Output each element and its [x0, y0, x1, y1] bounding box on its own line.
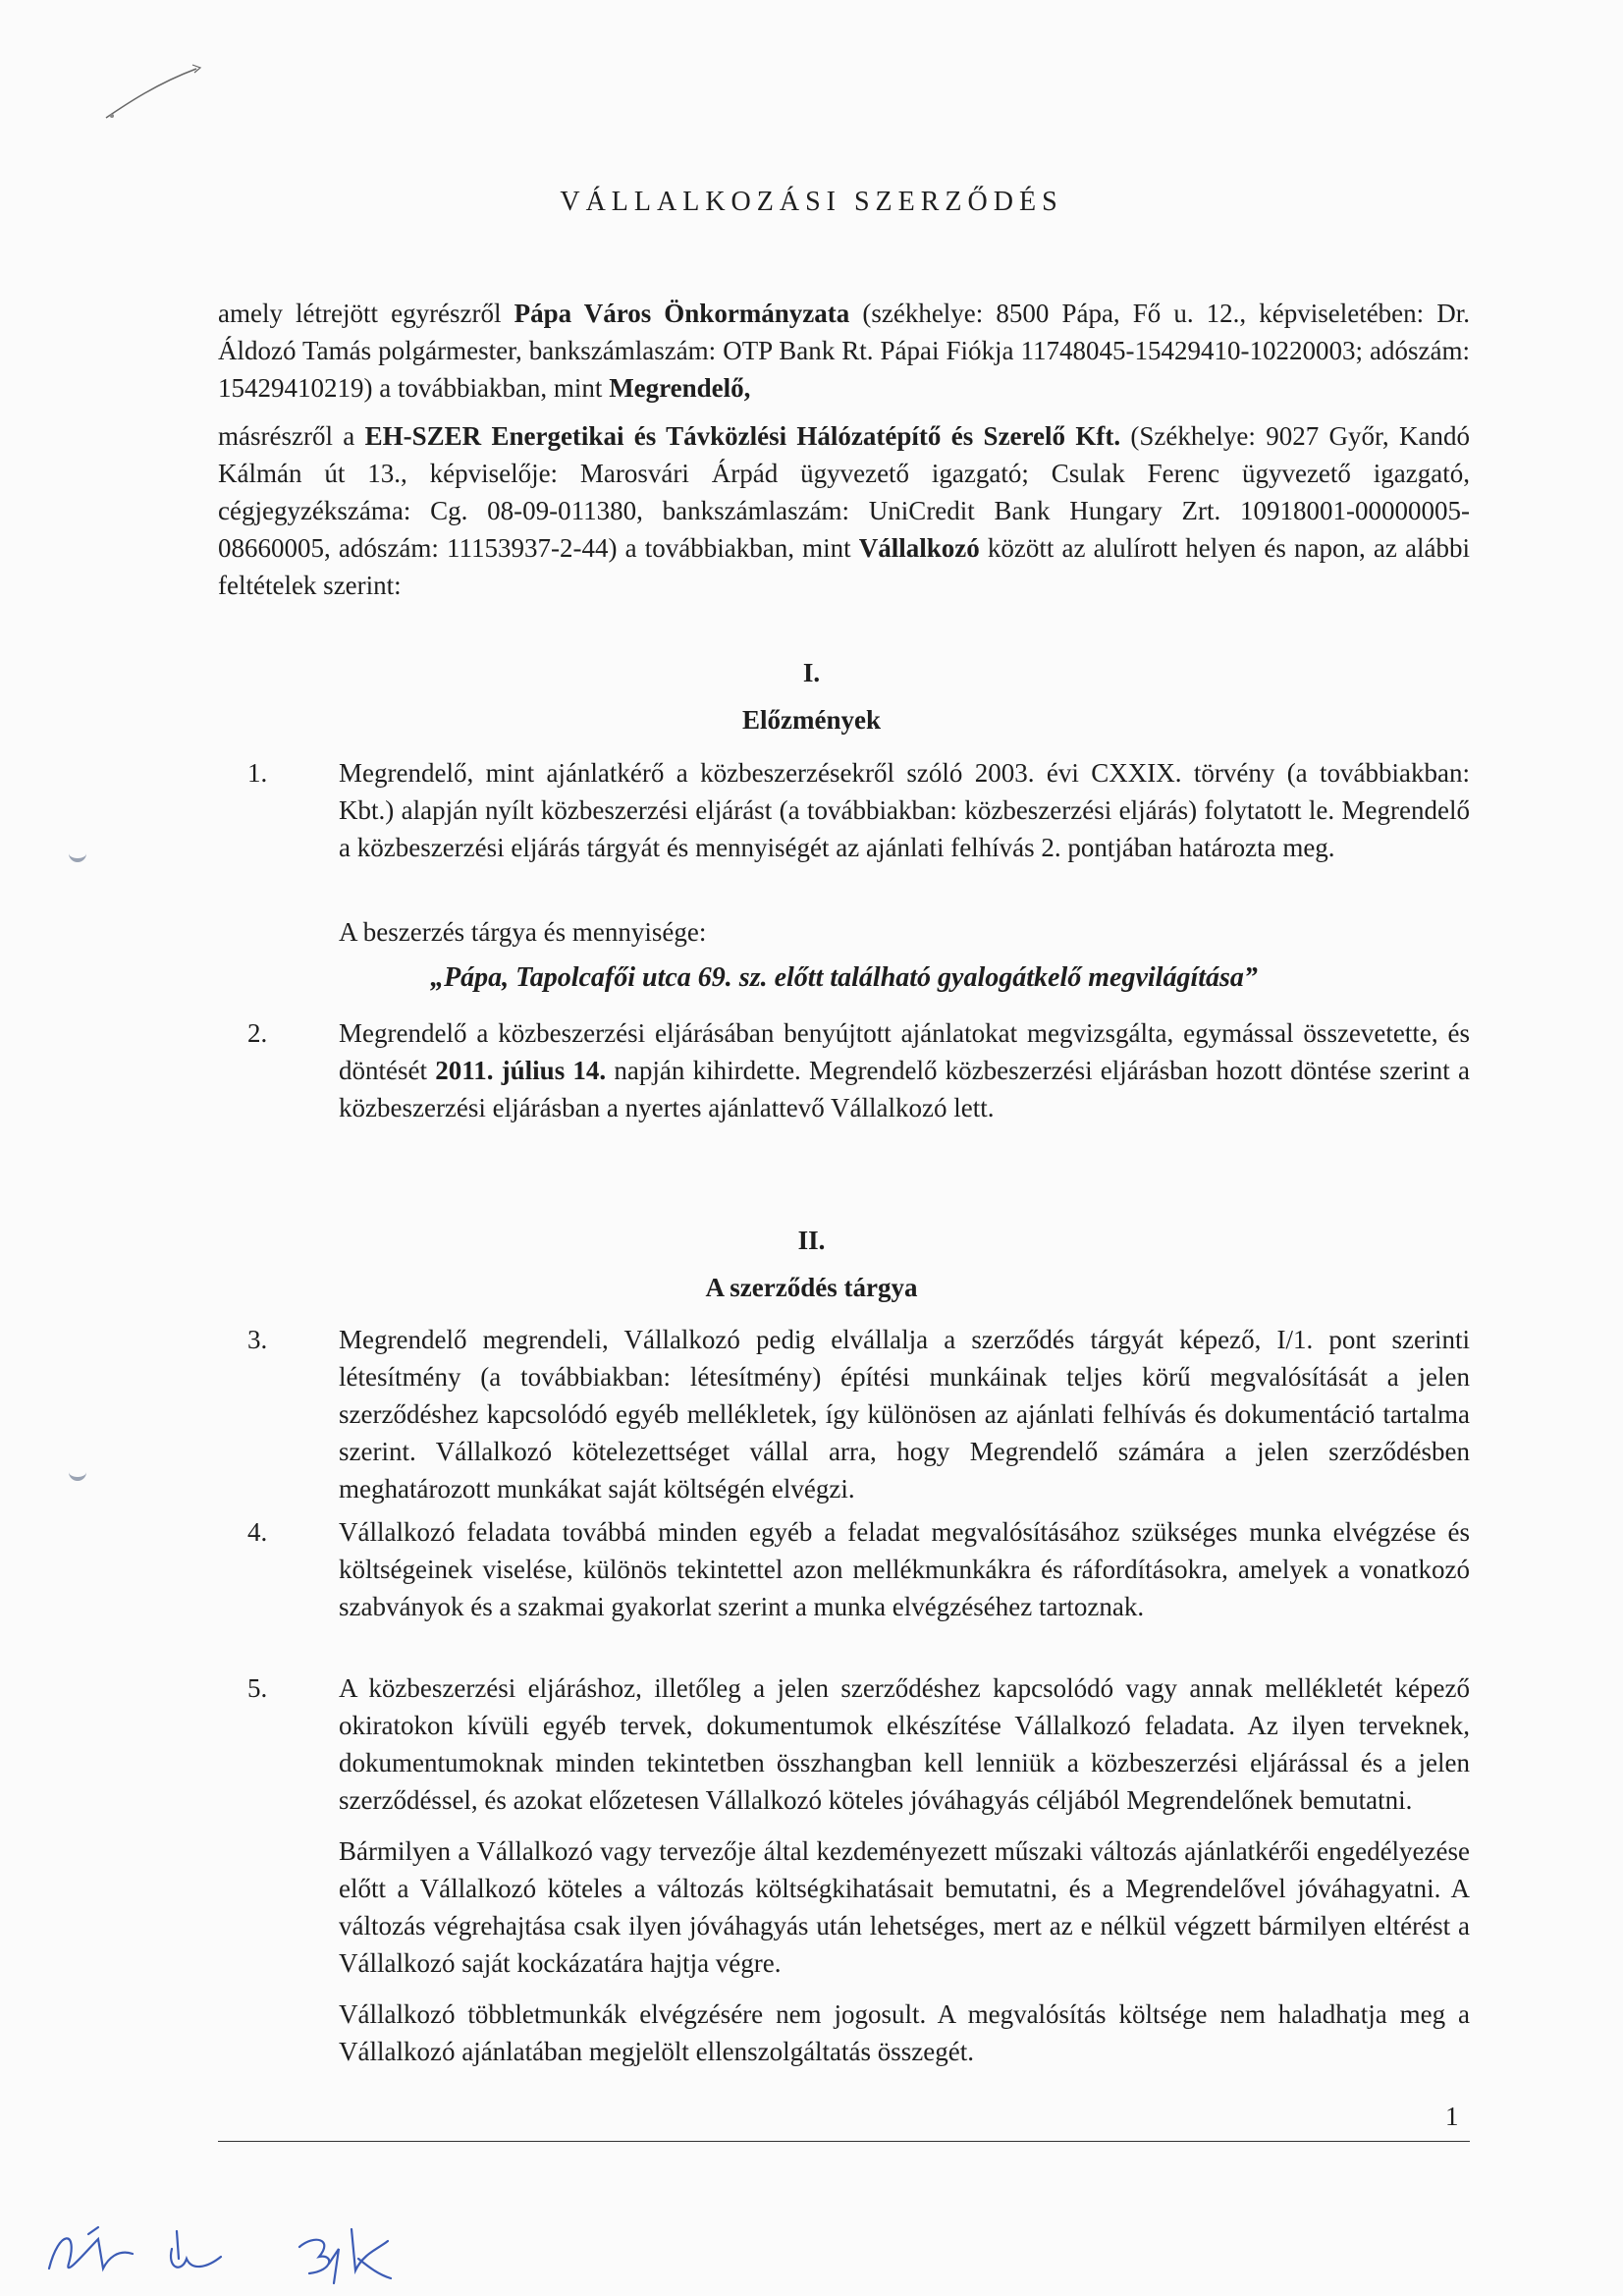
clause-number: 5.: [247, 1673, 268, 1703]
footer-divider: [218, 2141, 1470, 2142]
clause-5: [218, 1669, 1470, 2070]
clause-number: 1.: [247, 758, 268, 788]
document-title: VÁLLALKOZÁSI SZERZŐDÉS: [560, 187, 1063, 217]
handwritten-initials: [39, 2210, 393, 2288]
clause-text: Megrendelő, mint ajánlatkérő a közbeszerzésekről szóló 2003. évi CXXIX. törvény (a továbbiakban: Kbt.) alapján nyílt közbeszerzési eljárást (a továbbiakban: közbeszerzési eljárás) folytatott le. Megrendelő a közbeszerzési eljárás tárgyát és mennyiségét az ajánlati felhívás 2. pontjában határozta meg.: [339, 758, 1470, 862]
section-2-number: II.: [797, 1226, 826, 1255]
clause-1: [218, 754, 1470, 866]
announcement-date: 2011. július 14.: [435, 1056, 607, 1085]
clause-text: Bármilyen a Vállalkozó vagy tervezője által kezdeményezett műszaki változás ajánlatkérői engedélyezése előtt a Vállalkozó köteles a változás költségkihatásait bemutatni, és a Megrendelővel jóváhagyatni. A változás végrehajtása csak ilyen jóváhagyás után lehetséges, mert az e nélkül végzett bármilyen eltérést a Vállalkozó saját kockázatára hajtja végre.: [339, 1836, 1470, 1978]
clause-4: [218, 1513, 1470, 1625]
section-2-title: A szerződés tárgya: [705, 1273, 918, 1302]
clause-number: 2.: [247, 1018, 268, 1048]
clause-3: [218, 1321, 1470, 1507]
subject-label: A beszerzés tárgya és mennyisége:: [339, 917, 707, 947]
page-number: 1: [1445, 2102, 1459, 2131]
pen-stroke-mark: [98, 59, 216, 137]
intro-paragraph-2: másrészről a EH-SZER Energetikai és Távközlési Hálózatépítő és Szerelő Kft. (Székhelye: 9027 Győr, Kandó Kálmán út 13., képviselője: Marosvári Árpád ügyvezető igazgató; Csulak Ferenc ügyvezető igazgató, cégjegyzékszáma: Cg. 08-09-011380, bankszámlaszám: UniCredit Bank Hungary Zrt. 10918001-00000005-08660005, adószám: 11153937-2-44) a továbbiakban, mint Vállalkozó között az alulírott helyen és napon, az alábbi feltételek szerint:: [218, 421, 1470, 600]
punch-hole-mark: [69, 847, 86, 862]
clause-number: 4.: [247, 1517, 268, 1547]
clause-2: [218, 1014, 1470, 1126]
clause-text: A közbeszerzési eljáráshoz, illetőleg a jelen szerződéshez kapcsolódó vagy annak mellékletét képező okiratokon kívüli egyéb tervek, dokumentumok elkészítése Vállalkozó feladata. Az ilyen terveknek, dokumentumoknak minden tekintetben összhangban kell lenniük a közbeszerzési eljárással és a jelen szerződéssel, és azokat előzetesen Vállalkozó köteles jóváhagyás céljából Megrendelőnek bemutatni.: [339, 1673, 1470, 1815]
clause-text: Megrendelő megrendeli, Vállalkozó pedig elvállalja a szerződés tárgyát képező, I/1. pont szerinti létesítmény (a továbbiakban: létesítmény) építési munkáinak teljes körű megvalósítását a jelen szerződéshez kapcsolódó egyéb mellékletek, így különösen az ajánlati felhívás és dokumentáció tartalma szerint. Vállalkozó kötelezettséget vállal arra, hogy Megrendelő számára a jelen szerződésben meghatározott munkákat saját költségén elvégzi.: [339, 1325, 1470, 1503]
section-1-title: Előzmények: [742, 705, 881, 735]
procurement-subject: „Pápa, Tapolcafői utca 69. sz. előtt található gyalogátkelő megvilágítása”: [430, 962, 1258, 993]
punch-hole-mark: [69, 1465, 86, 1481]
clause-text: Vállalkozó többletmunkák elvégzésére nem jogosult. A megvalósítás költsége nem haladhatja meg a Vállalkozó ajánlatában megjelölt ellenszolgáltatás összegét.: [339, 1999, 1470, 2066]
clause-text: Vállalkozó feladata továbbá minden egyéb a feladat megvalósításához szükséges munka elvégzése és költségeinek viselése, különös tekintettel azon mellékmunkákra és ráfordításokra, amelyek a vonatkozó szabványok és a szakmai gyakorlat szerint a munka elvégzéséhez tartoznak.: [339, 1517, 1470, 1621]
clause-text: Megrendelő a közbeszerzési eljárásában benyújtott ajánlatokat megvizsgálta, egymással összevetette, és döntését 2011. július 14. napján kihirdette. Megrendelő közbeszerzési eljárásban hozott döntése szerint a közbeszerzési eljárásban a nyertes ajánlattevő Vállalkozó lett.: [339, 1018, 1471, 1122]
section-1-number: I.: [802, 658, 821, 687]
clause-number: 3.: [247, 1325, 268, 1354]
intro-paragraph-1: amely létrejött egyrészről Pápa Város Önkormányzata (székhelye: 8500 Pápa, Fő u. 12., képviseletében: Dr. Áldozó Tamás polgármester, bankszámlaszám: OTP Bank Rt. Pápai Fiókja 11748045-15429410-10220003; adószám: 15429410219) a továbbiakban, mint Megrendelő,: [218, 299, 1470, 403]
